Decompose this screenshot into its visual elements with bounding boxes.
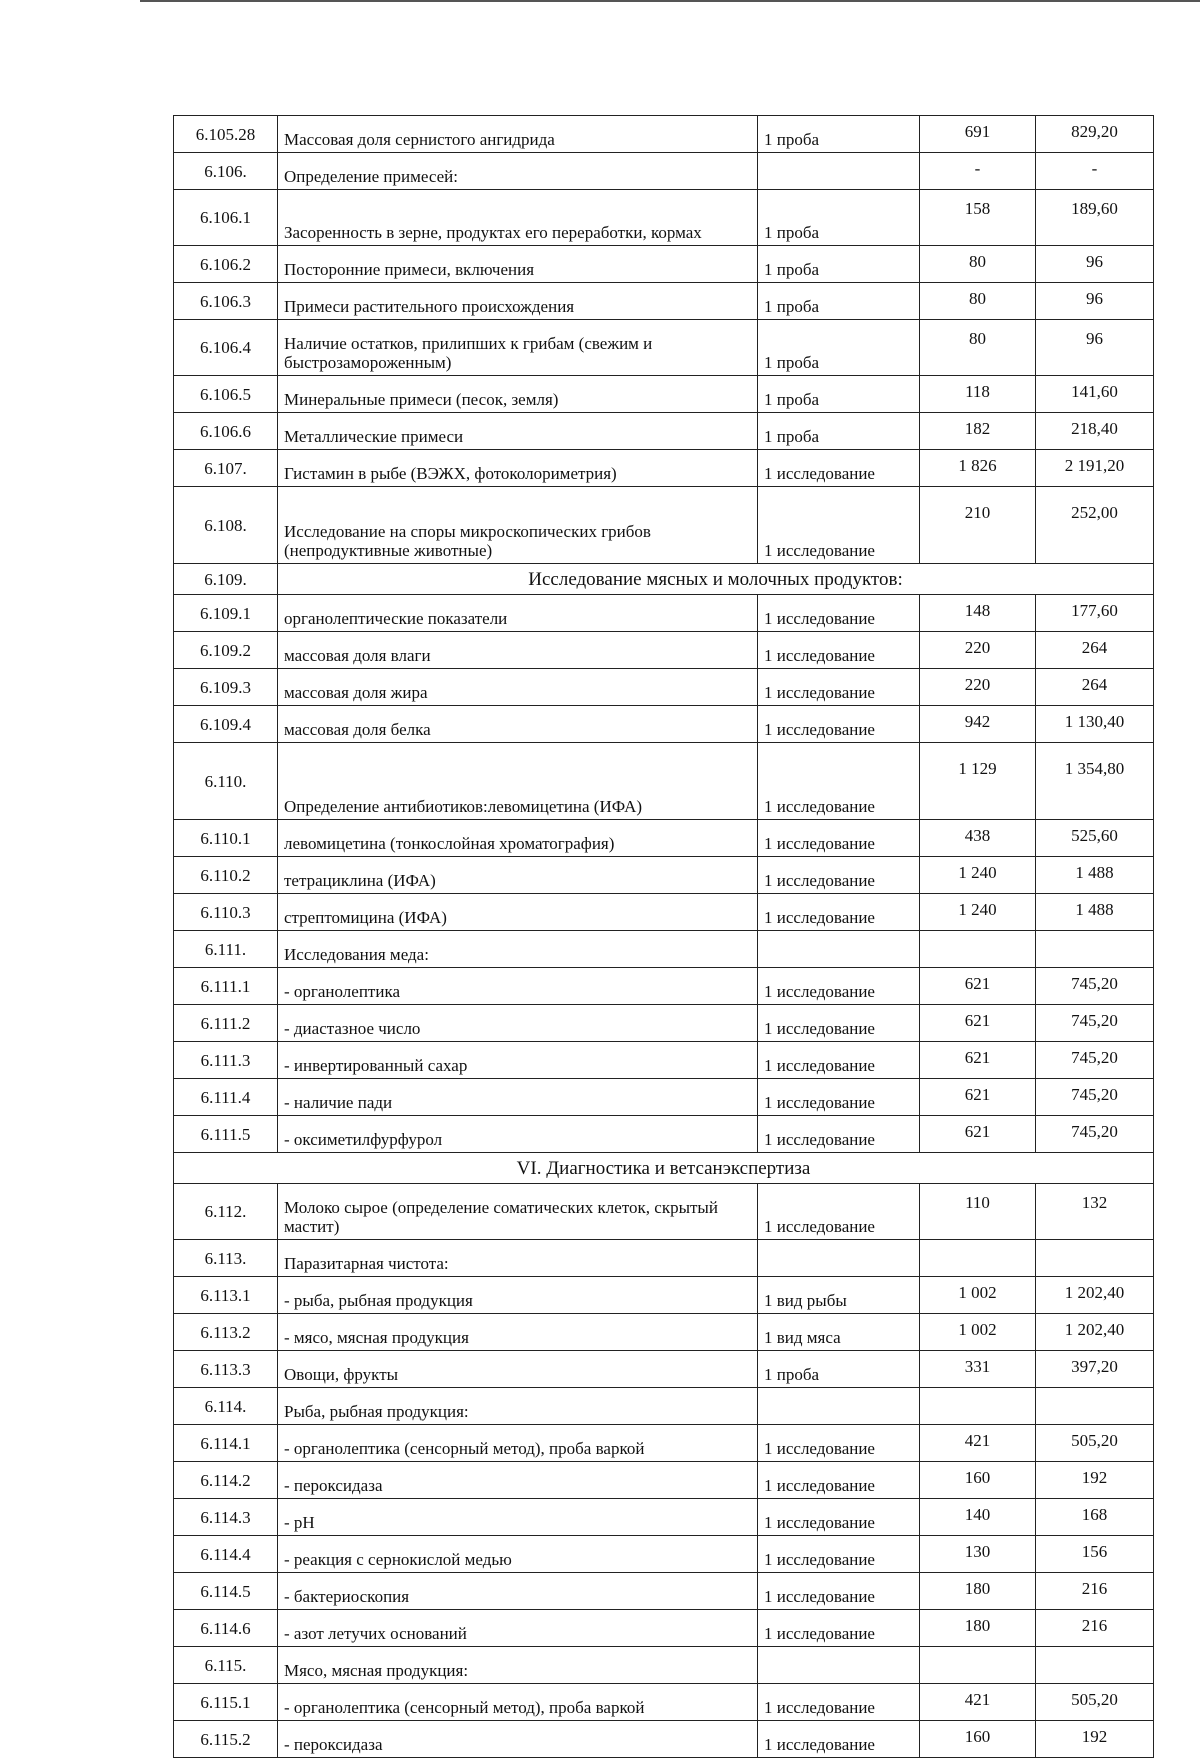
- item-code: 6.106.4: [174, 320, 278, 376]
- item-price: 182: [920, 413, 1036, 450]
- item-name: - пероксидаза: [278, 1721, 758, 1758]
- table-row: [174, 413, 1154, 450]
- item-price-with-vat: 96: [1036, 246, 1154, 283]
- item-code: 6.114.1: [174, 1425, 278, 1462]
- table-row: [174, 376, 1154, 413]
- item-unit: 1 исследование: [758, 706, 920, 743]
- item-code: 6.114.: [174, 1388, 278, 1425]
- table-row: [174, 1116, 1154, 1153]
- price-table-body: [174, 116, 1154, 1758]
- item-name: - реакция с сернокислой медью: [278, 1536, 758, 1573]
- table-row: [174, 820, 1154, 857]
- item-price: 1 002: [920, 1314, 1036, 1351]
- item-price: 130: [920, 1536, 1036, 1573]
- item-unit: 1 исследование: [758, 1184, 920, 1240]
- item-unit: 1 проба: [758, 190, 920, 246]
- item-unit: 1 исследование: [758, 1499, 920, 1536]
- item-name: Наличие остатков, прилипших к грибам (свежим и быстрозамороженным): [278, 320, 758, 376]
- item-price: 118: [920, 376, 1036, 413]
- item-price-with-vat: 264: [1036, 632, 1154, 669]
- table-row: [174, 153, 1154, 190]
- item-name: стрептомицина (ИФА): [278, 894, 758, 931]
- item-code: 6.111.: [174, 931, 278, 968]
- item-price-with-vat: 745,20: [1036, 1079, 1154, 1116]
- item-unit: 1 проба: [758, 246, 920, 283]
- item-price: 220: [920, 669, 1036, 706]
- item-price: 421: [920, 1684, 1036, 1721]
- item-code: 6.115.1: [174, 1684, 278, 1721]
- table-row: [174, 857, 1154, 894]
- table-row: [174, 1684, 1154, 1721]
- item-price: 160: [920, 1462, 1036, 1499]
- item-price: 1 240: [920, 894, 1036, 931]
- table-row: [174, 283, 1154, 320]
- item-name: Минеральные примеси (песок, земля): [278, 376, 758, 413]
- item-code: 6.114.5: [174, 1573, 278, 1610]
- item-price: 180: [920, 1610, 1036, 1647]
- item-price-with-vat: 397,20: [1036, 1351, 1154, 1388]
- item-price: 691: [920, 116, 1036, 153]
- item-name: - органолептика (сенсорный метод), проба варкой: [278, 1684, 758, 1721]
- item-code: 6.110.2: [174, 857, 278, 894]
- item-code: 6.111.1: [174, 968, 278, 1005]
- item-price: 1 240: [920, 857, 1036, 894]
- item-name: - органолептика (сенсорный метод), проба варкой: [278, 1425, 758, 1462]
- item-price: 80: [920, 283, 1036, 320]
- item-name: Паразитарная чистота:: [278, 1240, 758, 1277]
- item-name: левомицетина (тонкослойная хроматография): [278, 820, 758, 857]
- item-name: - инвертированный сахар: [278, 1042, 758, 1079]
- table-row: [174, 1351, 1154, 1388]
- item-unit: 1 исследование: [758, 1684, 920, 1721]
- item-unit: 1 вид мяса: [758, 1314, 920, 1351]
- item-price-with-vat: 192: [1036, 1462, 1154, 1499]
- table-row: [174, 1536, 1154, 1573]
- item-code: 6.113.1: [174, 1277, 278, 1314]
- item-unit: 1 исследование: [758, 1610, 920, 1647]
- item-price: 148: [920, 595, 1036, 632]
- item-code: 6.109.2: [174, 632, 278, 669]
- table-row: [174, 1610, 1154, 1647]
- item-code: 6.114.2: [174, 1462, 278, 1499]
- table-row: [174, 1647, 1154, 1684]
- item-price: 438: [920, 820, 1036, 857]
- item-price: 140: [920, 1499, 1036, 1536]
- item-name: Определение примесей:: [278, 153, 758, 190]
- item-price: 80: [920, 320, 1036, 376]
- item-unit: 1 проба: [758, 376, 920, 413]
- item-unit: 1 проба: [758, 283, 920, 320]
- item-price: 160: [920, 1721, 1036, 1758]
- item-code: 6.115.2: [174, 1721, 278, 1758]
- item-price: 421: [920, 1425, 1036, 1462]
- section-row: [174, 1153, 1154, 1184]
- item-unit: 1 проба: [758, 1351, 920, 1388]
- item-unit: [758, 931, 920, 968]
- item-price: 621: [920, 1079, 1036, 1116]
- item-unit: 1 исследование: [758, 487, 920, 564]
- item-code: 6.111.4: [174, 1079, 278, 1116]
- item-code: 6.110.1: [174, 820, 278, 857]
- item-name: массовая доля белка: [278, 706, 758, 743]
- item-code: 6.109.1: [174, 595, 278, 632]
- table-row: [174, 931, 1154, 968]
- item-price-with-vat: 525,60: [1036, 820, 1154, 857]
- table-row: [174, 1573, 1154, 1610]
- table-row: [174, 706, 1154, 743]
- item-name: Овощи, фрукты: [278, 1351, 758, 1388]
- item-name: Молоко сырое (определение соматических клеток, скрытый мастит): [278, 1184, 758, 1240]
- item-price: 180: [920, 1573, 1036, 1610]
- table-row: [174, 1184, 1154, 1240]
- table-row: [174, 1425, 1154, 1462]
- item-unit: 1 исследование: [758, 857, 920, 894]
- item-name: - бактериоскопия: [278, 1573, 758, 1610]
- item-unit: 1 исследование: [758, 894, 920, 931]
- item-unit: 1 исследование: [758, 743, 920, 820]
- item-price-with-vat: 505,20: [1036, 1684, 1154, 1721]
- item-code: 6.114.3: [174, 1499, 278, 1536]
- item-code: 6.114.6: [174, 1610, 278, 1647]
- table-row: [174, 1721, 1154, 1758]
- item-code: 6.109.4: [174, 706, 278, 743]
- item-price-with-vat: 216: [1036, 1573, 1154, 1610]
- item-code: 6.106.2: [174, 246, 278, 283]
- item-price-with-vat: 2 191,20: [1036, 450, 1154, 487]
- item-price-with-vat: 192: [1036, 1721, 1154, 1758]
- item-unit: 1 исследование: [758, 1005, 920, 1042]
- item-unit: 1 исследование: [758, 1079, 920, 1116]
- item-name: массовая доля жира: [278, 669, 758, 706]
- item-code: 6.111.2: [174, 1005, 278, 1042]
- table-row: [174, 894, 1154, 931]
- item-code: 6.108.: [174, 487, 278, 564]
- item-code: 6.106.3: [174, 283, 278, 320]
- table-row: [174, 1499, 1154, 1536]
- item-price-with-vat: [1036, 931, 1154, 968]
- table-row: [174, 1388, 1154, 1425]
- item-code: 6.110.: [174, 743, 278, 820]
- item-price-with-vat: 96: [1036, 320, 1154, 376]
- item-price-with-vat: 1 202,40: [1036, 1314, 1154, 1351]
- item-price: [920, 1240, 1036, 1277]
- item-price-with-vat: 252,00: [1036, 487, 1154, 564]
- item-price-with-vat: 745,20: [1036, 1116, 1154, 1153]
- table-row: [174, 1462, 1154, 1499]
- item-price: 621: [920, 1116, 1036, 1153]
- item-price: [920, 1388, 1036, 1425]
- item-price: 210: [920, 487, 1036, 564]
- item-name: Рыба, рыбная продукция:: [278, 1388, 758, 1425]
- item-unit: [758, 1647, 920, 1684]
- item-unit: 1 исследование: [758, 1573, 920, 1610]
- item-name: Посторонние примеси, включения: [278, 246, 758, 283]
- table-row: [174, 320, 1154, 376]
- item-name: Исследование на споры микроскопических грибов (непродуктивные животные): [278, 487, 758, 564]
- item-unit: 1 исследование: [758, 632, 920, 669]
- item-code: 6.111.5: [174, 1116, 278, 1153]
- item-price-with-vat: 1 354,80: [1036, 743, 1154, 820]
- item-unit: 1 исследование: [758, 1116, 920, 1153]
- item-unit: 1 исследование: [758, 968, 920, 1005]
- group-heading-title: Исследование мясных и молочных продуктов:: [278, 564, 1154, 595]
- item-unit: 1 исследование: [758, 1042, 920, 1079]
- price-list-sheet: [173, 115, 1153, 1758]
- item-price-with-vat: 1 202,40: [1036, 1277, 1154, 1314]
- item-unit: 1 исследование: [758, 1425, 920, 1462]
- item-price-with-vat: 132: [1036, 1184, 1154, 1240]
- item-price: 110: [920, 1184, 1036, 1240]
- item-name: - диастазное число: [278, 1005, 758, 1042]
- item-price-with-vat: 829,20: [1036, 116, 1154, 153]
- table-row: [174, 743, 1154, 820]
- table-row: [174, 1079, 1154, 1116]
- item-unit: 1 исследование: [758, 669, 920, 706]
- item-price: 621: [920, 968, 1036, 1005]
- item-name: Засоренность в зерне, продуктах его переработки, кормах: [278, 190, 758, 246]
- item-price: 621: [920, 1042, 1036, 1079]
- item-price-with-vat: 177,60: [1036, 595, 1154, 632]
- item-price: [920, 1647, 1036, 1684]
- item-name: - наличие пади: [278, 1079, 758, 1116]
- table-row: [174, 669, 1154, 706]
- table-row: [174, 1240, 1154, 1277]
- item-price-with-vat: -: [1036, 153, 1154, 190]
- item-code: 6.109.: [174, 564, 278, 595]
- item-name: - пероксидаза: [278, 1462, 758, 1499]
- table-row: [174, 1314, 1154, 1351]
- item-name: - pH: [278, 1499, 758, 1536]
- item-price-with-vat: 218,40: [1036, 413, 1154, 450]
- item-name: Металлические примеси: [278, 413, 758, 450]
- item-price: 80: [920, 246, 1036, 283]
- item-code: 6.113.: [174, 1240, 278, 1277]
- item-price-with-vat: 745,20: [1036, 1042, 1154, 1079]
- item-price-with-vat: 189,60: [1036, 190, 1154, 246]
- item-unit: 1 вид рыбы: [758, 1277, 920, 1314]
- item-name: Определение антибиотиков:левомицетина (ИФА): [278, 743, 758, 820]
- item-unit: [758, 1388, 920, 1425]
- item-price-with-vat: 745,20: [1036, 968, 1154, 1005]
- item-code: 6.112.: [174, 1184, 278, 1240]
- item-price-with-vat: 216: [1036, 1610, 1154, 1647]
- item-code: 6.110.3: [174, 894, 278, 931]
- item-price-with-vat: 1 488: [1036, 894, 1154, 931]
- item-unit: 1 исследование: [758, 595, 920, 632]
- item-price: [920, 931, 1036, 968]
- table-row: [174, 487, 1154, 564]
- item-price-with-vat: [1036, 1647, 1154, 1684]
- item-price-with-vat: 505,20: [1036, 1425, 1154, 1462]
- item-price: 1 002: [920, 1277, 1036, 1314]
- item-unit: 1 исследование: [758, 1721, 920, 1758]
- item-price-with-vat: 141,60: [1036, 376, 1154, 413]
- item-code: 6.106.: [174, 153, 278, 190]
- item-name: массовая доля влаги: [278, 632, 758, 669]
- item-name: - азот летучих оснований: [278, 1610, 758, 1647]
- item-code: 6.106.5: [174, 376, 278, 413]
- item-name: органолептические показатели: [278, 595, 758, 632]
- table-row: [174, 968, 1154, 1005]
- item-name: Примеси растительного происхождения: [278, 283, 758, 320]
- item-code: 6.111.3: [174, 1042, 278, 1079]
- item-unit: [758, 1240, 920, 1277]
- table-row: [174, 116, 1154, 153]
- item-unit: 1 исследование: [758, 1462, 920, 1499]
- table-row: [174, 595, 1154, 632]
- item-name: Мясо, мясная продукция:: [278, 1647, 758, 1684]
- item-unit: 1 проба: [758, 320, 920, 376]
- table-row: [174, 1277, 1154, 1314]
- table-row: [174, 190, 1154, 246]
- item-code: 6.109.3: [174, 669, 278, 706]
- table-row: [174, 1042, 1154, 1079]
- item-code: 6.107.: [174, 450, 278, 487]
- item-price: 1 826: [920, 450, 1036, 487]
- table-row: [174, 1005, 1154, 1042]
- item-name: Гистамин в рыбе (ВЭЖХ, фотоколориметрия): [278, 450, 758, 487]
- item-price: 158: [920, 190, 1036, 246]
- item-price-with-vat: 96: [1036, 283, 1154, 320]
- item-code: 6.113.2: [174, 1314, 278, 1351]
- item-unit: 1 исследование: [758, 820, 920, 857]
- item-price: -: [920, 153, 1036, 190]
- item-price: 331: [920, 1351, 1036, 1388]
- item-price-with-vat: [1036, 1240, 1154, 1277]
- item-price: 1 129: [920, 743, 1036, 820]
- page-top-rule: [140, 0, 1200, 2]
- item-code: 6.113.3: [174, 1351, 278, 1388]
- table-row: [174, 246, 1154, 283]
- price-table: [173, 115, 1154, 1758]
- item-price-with-vat: 168: [1036, 1499, 1154, 1536]
- item-unit: [758, 153, 920, 190]
- item-code: 6.114.4: [174, 1536, 278, 1573]
- table-row: [174, 632, 1154, 669]
- item-name: - оксиметилфурфурол: [278, 1116, 758, 1153]
- item-price-with-vat: 156: [1036, 1536, 1154, 1573]
- item-price-with-vat: 1 130,40: [1036, 706, 1154, 743]
- item-unit: 1 проба: [758, 116, 920, 153]
- item-name: Массовая доля сернистого ангидрида: [278, 116, 758, 153]
- section-title: VI. Диагностика и ветсанэкспертиза: [174, 1153, 1154, 1184]
- table-row: [174, 450, 1154, 487]
- item-unit: 1 проба: [758, 413, 920, 450]
- item-price-with-vat: 264: [1036, 669, 1154, 706]
- item-unit: 1 исследование: [758, 450, 920, 487]
- item-price-with-vat: [1036, 1388, 1154, 1425]
- item-price: 621: [920, 1005, 1036, 1042]
- item-code: 6.106.6: [174, 413, 278, 450]
- item-name: тетрациклина (ИФА): [278, 857, 758, 894]
- item-code: 6.105.28: [174, 116, 278, 153]
- item-name: - органолептика: [278, 968, 758, 1005]
- group-heading-row: [174, 564, 1154, 595]
- item-name: - рыба, рыбная продукция: [278, 1277, 758, 1314]
- item-code: 6.115.: [174, 1647, 278, 1684]
- item-price: 220: [920, 632, 1036, 669]
- item-name: Исследования меда:: [278, 931, 758, 968]
- item-unit: 1 исследование: [758, 1536, 920, 1573]
- item-price-with-vat: 745,20: [1036, 1005, 1154, 1042]
- item-name: - мясо, мясная продукция: [278, 1314, 758, 1351]
- item-price-with-vat: 1 488: [1036, 857, 1154, 894]
- item-price: 942: [920, 706, 1036, 743]
- item-code: 6.106.1: [174, 190, 278, 246]
